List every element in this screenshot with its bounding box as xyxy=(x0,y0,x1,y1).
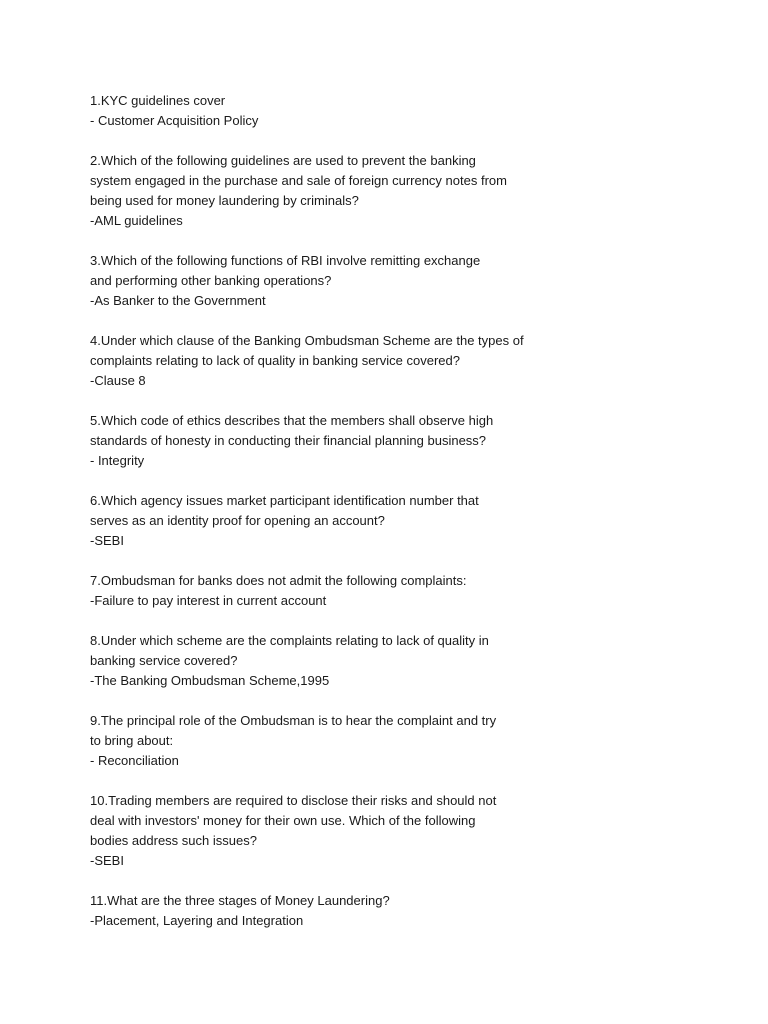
question-line: complaints relating to lack of quality in banking service covered? xyxy=(90,353,460,368)
qa-item-11 xyxy=(90,891,730,931)
question-line: system engaged in the purchase and sale of foreign currency notes from xyxy=(90,173,507,188)
answer-line: -SEBI xyxy=(90,533,124,548)
qa-item-3 xyxy=(90,251,730,311)
answer-line: -As Banker to the Government xyxy=(90,293,266,308)
question-line: 4.Under which clause of the Banking Ombudsman Scheme are the types of xyxy=(90,333,524,348)
question-line: 8.Under which scheme are the complaints relating to lack of quality in xyxy=(90,633,489,648)
question-line: 5.Which code of ethics describes that the members shall observe high xyxy=(90,413,494,428)
qa-item-9 xyxy=(90,711,730,771)
question-line: 7.Ombudsman for banks does not admit the following complaints: xyxy=(90,573,467,588)
question-line: 2.Which of the following guidelines are used to prevent the banking xyxy=(90,153,476,168)
answer-line: -Clause 8 xyxy=(90,373,146,388)
qa-item-8 xyxy=(90,631,730,691)
qa-item-10 xyxy=(90,791,730,871)
question-line: 11.What are the three stages of Money Laundering? xyxy=(90,893,390,908)
question-line: and performing other banking operations? xyxy=(90,273,332,288)
question-line: 3.Which of the following functions of RBI involve remitting exchange xyxy=(90,253,481,268)
question-line: deal with investors' money for their own use. Which of the following xyxy=(90,813,476,828)
qa-item-6 xyxy=(90,491,730,551)
answer-line: -SEBI xyxy=(90,853,124,868)
question-line: 10.Trading members are required to disclose their risks and should not xyxy=(90,793,497,808)
question-line: 9.The principal role of the Ombudsman is to hear the complaint and try xyxy=(90,713,497,728)
answer-line: - Customer Acquisition Policy xyxy=(90,113,259,128)
answer-line: -The Banking Ombudsman Scheme,1995 xyxy=(90,673,330,688)
question-line: 6.Which agency issues market participant identification number that xyxy=(90,493,479,508)
question-line: serves as an identity proof for opening an account? xyxy=(90,513,385,528)
question-line: banking service covered? xyxy=(90,653,238,668)
answer-line: - Integrity xyxy=(90,453,145,468)
qa-item-7 xyxy=(90,571,730,611)
qa-item-4 xyxy=(90,331,730,391)
question-line: bodies address such issues? xyxy=(90,833,257,848)
qa-item-1 xyxy=(90,91,730,131)
qa-item-2 xyxy=(90,151,730,231)
question-line: being used for money laundering by criminals? xyxy=(90,193,359,208)
answer-line: -Placement, Layering and Integration xyxy=(90,913,304,928)
question-line: to bring about: xyxy=(90,733,174,748)
qa-item-5 xyxy=(90,411,730,471)
answer-line: -Failure to pay interest in current account xyxy=(90,593,327,608)
answer-line: - Reconciliation xyxy=(90,753,179,768)
answer-line: -AML guidelines xyxy=(90,213,183,228)
question-line: standards of honesty in conducting their financial planning business? xyxy=(90,433,487,448)
question-line: 1.KYC guidelines cover xyxy=(90,93,226,108)
document-page xyxy=(90,91,730,951)
